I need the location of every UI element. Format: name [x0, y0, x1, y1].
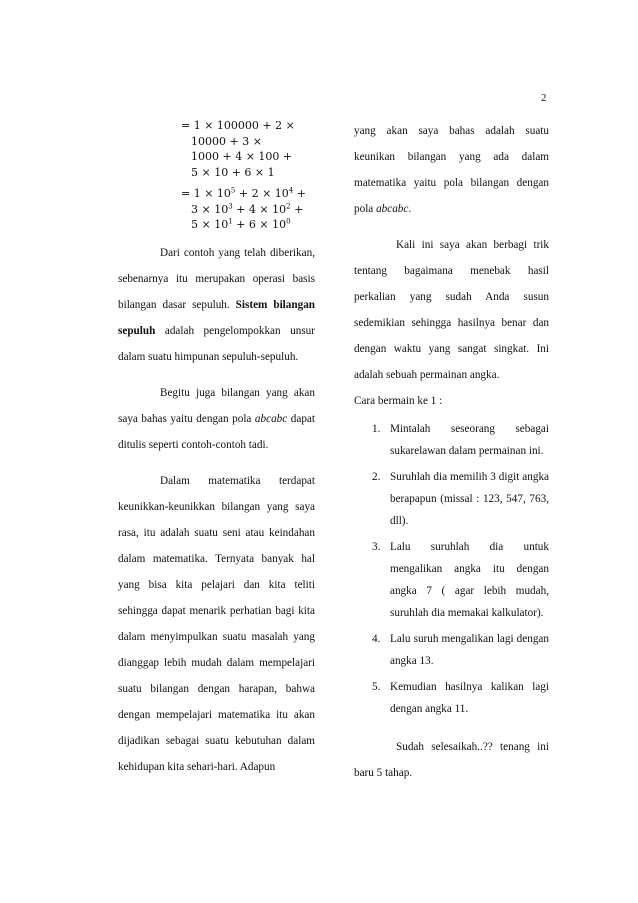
- steps-list: [354, 418, 549, 720]
- right-column: [354, 118, 549, 786]
- section-heading: Cara bermain ke 1 :: [354, 395, 443, 407]
- paragraph: Dalam matematika terdapat keunikkan-keunikkan bilangan yang saya rasa, itu adalah suatu seni atau keindahan dalam matematika. Ternyata banyak hal yang bisa kita pelajari dan kita teliti sehingga dapat menarik perhatian bagi kita dalam menyimpulkan suatu masalah yang dianggap lebih mudah dalam mempelajari suatu bilangan dengan harapan, bahwa dengan mempelajari matematika itu akan dijadikan sebagai suatu kebutuhan dalam kehidupan kita sehari-hari. Adapun: [118, 474, 315, 773]
- math-line: = 1 × 100000 + 2 ×: [181, 119, 295, 132]
- math-line: $3 \times 10^3 + 4 \times 10^2$ +: [191, 201, 304, 216]
- page-number: 2: [541, 92, 547, 104]
- list-item: 1. Mintalah seseorang sebagai sukarelawan dalam permainan ini.: [372, 423, 549, 457]
- math-line: 5 × 10 + 6 × 1: [191, 165, 275, 179]
- paragraph: yang akan saya bahas adalah suatu keunikan bilangan yang ada dalam matematika yaitu pola bilangan dengan pola abcabc.: [354, 125, 549, 215]
- paragraph: Begitu juga bilangan yang akan saya bahas yaitu dengan pola abcabc dapat ditulis seperti contoh-contoh tadi.: [118, 386, 315, 451]
- paragraph: Kali ini saya akan berbagi trik tentang bagaimana menebak hasil perkalian yang sudah Anda susun sedemikian sehingga hasilnya benar dan dengan waktu yang sangat singkat. Ini adalah sebuah permainan angka.: [354, 239, 549, 381]
- bold-term: Sistem bilangan sepuluh: [118, 298, 316, 337]
- math-expansion: [181, 118, 315, 233]
- math-line: $5 \times 10^1 + 6 \times 10^0$: [191, 217, 291, 231]
- math-expanded-form: [181, 118, 315, 180]
- math-line: 1000 + 4 × 100 +: [191, 150, 293, 163]
- paragraph: Sudah selesaikah..?? tenang ini baru 5 tahap.: [354, 741, 549, 779]
- math-power-form: [181, 186, 315, 233]
- list-item: 5. Kemudian hasilnya kalikan lagi dengan angka 11.: [372, 681, 549, 715]
- list-item: 3. Lalu suruhlah dia untuk mengalikan angka itu dengan angka 7 ( agar lebih mudah, suruhlah dia memakai kalkulator).: [372, 541, 549, 619]
- left-column: [118, 118, 315, 780]
- paragraph: Dari contoh yang telah diberikan, sebenarnya itu merupakan operasi basis bilangan dasar sepuluh. Sistem bilangan sepuluh adalah pengelompokkan unsur dalam suatu himpunan sepuluh-sepuluh.: [118, 246, 316, 363]
- math-line: 10000 + 3 ×: [191, 134, 262, 148]
- list-item: 4. Lalu suruh mengalikan lagi dengan angka 13.: [372, 633, 549, 667]
- math-line: = $1 \times 10^5 + 2 \times 10^4$ +: [181, 186, 306, 200]
- list-item: 2. Suruhlah dia memilih 3 digit angka berapapun (missal : 123, 547, 763, dll).: [372, 471, 549, 527]
